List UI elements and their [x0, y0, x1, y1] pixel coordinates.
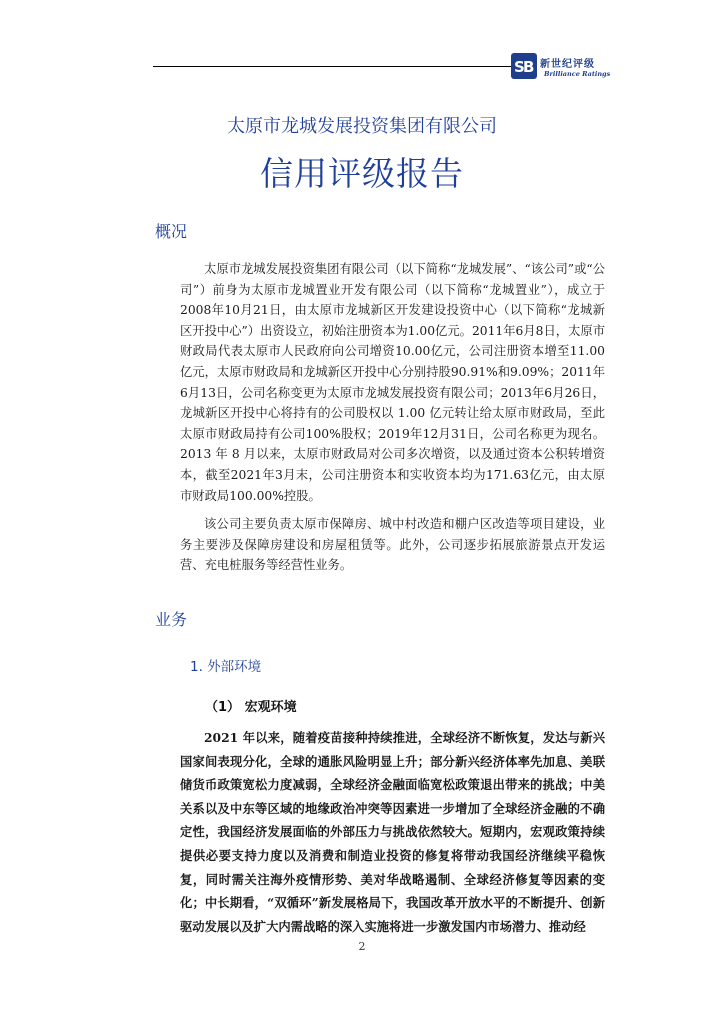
- header-rule: [153, 66, 513, 67]
- brand-logo: [511, 51, 611, 81]
- overview-paragraph-2: 该公司主要负责太原市保障房、城中村改造和棚户区改造等项目建设，业务主要涉及保障房建设和房屋租赁等。此外，公司逐步拓展旅游景点开发运营、充电桩服务等经营性业务。: [180, 517, 605, 573]
- section-heading-overview: 概况: [155, 222, 188, 241]
- subsection-heading-external-environment: 1. 外部环境: [190, 659, 262, 675]
- page-number: 2: [358, 940, 366, 953]
- macro-paragraph-1: 2021 年以来，随着疫苗接种持续推进，全球经济不断恢复，发达与新兴国家间表现分化，全球的通胀风险明显上升；部分新兴经济体率先加息、美联储货币政策宽松力度减弱，全球经济金融面临宽松政策退出带来的挑战；中美关系以及中东等区域的地缘政治冲突等因素进一步增加了全球经济金融的不确定性，我国经济发展面临的外部压力与挑战依然较大。短期内，宏观政策持续提供必要支持力度以及消费和制造业投资的修复将带动我国经济继续平稳恢复，同时需关注海外疫情形势、美对华战略遏制、全球经济修复等因素的变化；中长期看，“双循环”新发展格局下，我国改革开放水平的不断提升、创新驱动发展以及扩大内需战略的深入实施将进一步激发国内市场潜力、推动经: [180, 730, 605, 934]
- svg-text:B: B: [523, 58, 535, 76]
- overview-paragraph-1: 太原市龙城发展投资集团有限公司（以下简称“龙城发展”、“该公司”或“公司”）前身为太原市龙城置业开发有限公司（以下简称“龙城置业”），成立于2008年10月21日，由太原市龙城新区开发建设投资中心（以下简称“龙城新区开投中心”）出资设立，初始注册资本为1.00亿元。2011年6月8日，太原市财政局代表太原市人民政府向公司增资10.00亿元，公司注册资本增至11.00亿元，太原市财政局和龙城新区开投中心分别持股90.91%和9.09%；2011年6月13日，公司名称变更为太原市龙城发展投资有限公司；2013年6月26日，龙城新区开投中心将持有的公司股权以 1.00 亿元转让给太原市财政局，至此太原市财政局持有公司100%股权；2019年12月31日，公司名称更为现名。2013 年 8 月以来，太原市财政局对公司多次增资，以及通过资本公积转增资本，截至2021年3月末，公司注册资本和实收资本均为171.63亿元，由太原市财政局100.00%控股。: [180, 262, 605, 503]
- section-heading-business: 业务: [155, 610, 188, 629]
- report-title: 信用评级报告: [260, 154, 464, 193]
- brand-logo-chinese: 新世纪评级: [540, 59, 595, 70]
- subsection-heading-macro: （1） 宏观环境: [205, 700, 297, 715]
- company-name: 太原市龙城发展投资集团有限公司: [227, 116, 497, 137]
- brand-logo-english: Brilliance Ratings: [544, 70, 611, 78]
- brand-logo-icon: [511, 53, 537, 79]
- svg-text:S: S: [514, 58, 525, 76]
